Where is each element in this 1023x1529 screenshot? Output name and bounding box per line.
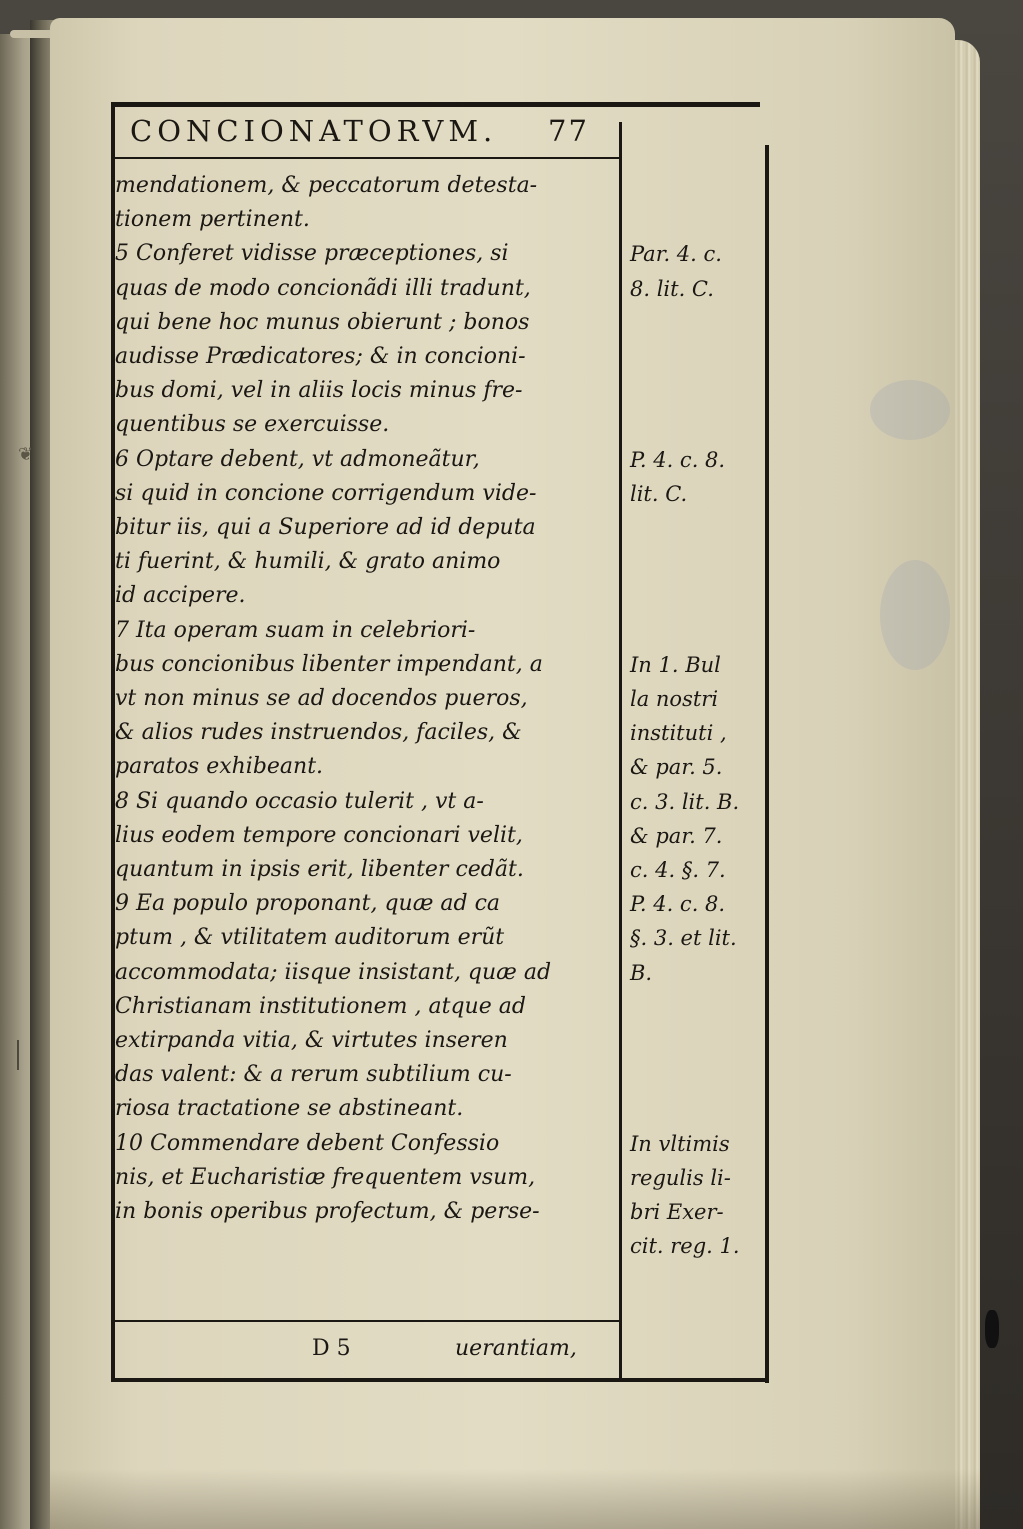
text-line: bus domi, vel in aliis locis minus fre- (115, 378, 523, 404)
text-line: accommodata; iisque insistant, quæ ad (115, 959, 552, 985)
margin-note-line: bri Exer- (630, 1200, 724, 1224)
margin-note-line: P. 4. c. 8. (630, 447, 726, 472)
margin-note-line: B. (630, 960, 653, 985)
text-line: audisse Prædicatores; & in concioni- (115, 344, 526, 369)
signature-mark: D 5 (312, 1336, 351, 1361)
text-line: nis, et Eucharistiæ frequentem vsum, (115, 1164, 536, 1190)
margin-note-line: §. 3. et lit. (630, 926, 737, 951)
text-line: 7 Ita operam suam in celebriori- (115, 617, 476, 643)
text-line: si quid in concione corrigendum vide- (115, 480, 537, 506)
column-divider-rule (619, 122, 622, 1380)
text-line: paratos exhibeant. (115, 754, 324, 780)
margin-note-line: Par. 4. c. (630, 242, 722, 267)
page-shadow (50, 1469, 980, 1529)
text-line: 6 Optare debent, vt admoneãtur, (115, 446, 480, 472)
text-line: mendationem, & peccatorum detesta- (115, 173, 538, 198)
margin-note-line: In 1. Bul (630, 652, 721, 677)
text-line: lius eodem tempore concionari velit, (115, 822, 523, 848)
text-line: bitur iis, qui a Superiore ad id deputa (115, 515, 536, 540)
text-line: quas de modo concionãdi illi tradunt, (115, 275, 531, 301)
bleed-through-smudge (870, 380, 950, 440)
text-line: in bonis operibus profectum, & perse- (115, 1199, 540, 1224)
margin-note-line: regulis li- (630, 1165, 731, 1190)
text-line: 8 Si quando occasio tulerit , vt a- (115, 788, 484, 814)
text-line: quantum in ipsis erit, libenter cedãt. (115, 857, 524, 882)
margin-note-line: P. 4. c. 8. (630, 892, 726, 917)
margin-note-line: c. 3. lit. B. (630, 789, 740, 814)
margin-note-line: c. 4. §. 7. (630, 858, 726, 882)
text-line: ti fuerint, & humili, & grato animo (115, 549, 501, 575)
margin-note-line: instituti , (630, 721, 727, 746)
header-underline (115, 157, 620, 159)
margin-note-line: & par. 5. (630, 755, 723, 780)
text-line: 9 Ea populo proponant, quæ ad ca (115, 891, 501, 917)
margin-note-line: & par. 7. (630, 823, 723, 848)
top-rule (112, 102, 760, 107)
text-line: extirpanda vitia, & virtutes inseren (115, 1028, 508, 1053)
ornament-mark: ❦ (18, 444, 34, 465)
footer-rule (115, 1320, 620, 1322)
margin-note-line: la nostri (630, 687, 719, 711)
margin-note-line: cit. reg. 1. (630, 1234, 740, 1259)
text-line: qui bene hoc munus obierunt ; bonos (115, 309, 530, 335)
running-head (130, 114, 600, 154)
text-line: tionem pertinent. (115, 207, 310, 233)
text-line: 10 Commendare debent Confessio (115, 1130, 500, 1156)
ink-blot (985, 1310, 999, 1348)
page-number: 77 (548, 114, 589, 148)
bottom-rule (111, 1378, 769, 1382)
text-line: riosa tractatione se abstineant. (115, 1096, 464, 1122)
text-line: ptum , & vtilitatem auditorum erũt (115, 925, 505, 951)
text-line: & alios rudes instruendos, faciles, & (115, 720, 522, 746)
margin-note-line: 8. lit. C. (630, 276, 714, 301)
running-title: CONCIONATORVM. (130, 114, 498, 148)
catchword: uerantiam, (455, 1336, 577, 1361)
text-line: das valent: & a rerum subtilium cu- (115, 1062, 512, 1088)
text-line: id accipere. (115, 583, 246, 609)
text-line: bus concionibus libenter impendant, a (115, 651, 543, 677)
margin-note-line: In vltimis (630, 1131, 730, 1156)
text-line: 5 Conferet vidisse præceptiones, si (115, 241, 509, 267)
pencil-mark (17, 1040, 19, 1070)
text-line: vt non minus se ad docendos pueros, (115, 686, 528, 711)
text-line: quentibus se exercuisse. (115, 412, 390, 438)
margin-note-line: lit. C. (630, 481, 688, 506)
bleed-through-smudge (880, 560, 950, 670)
right-frame-rule (765, 145, 769, 1383)
text-line: Christianam institutionem , atque ad (115, 993, 526, 1019)
